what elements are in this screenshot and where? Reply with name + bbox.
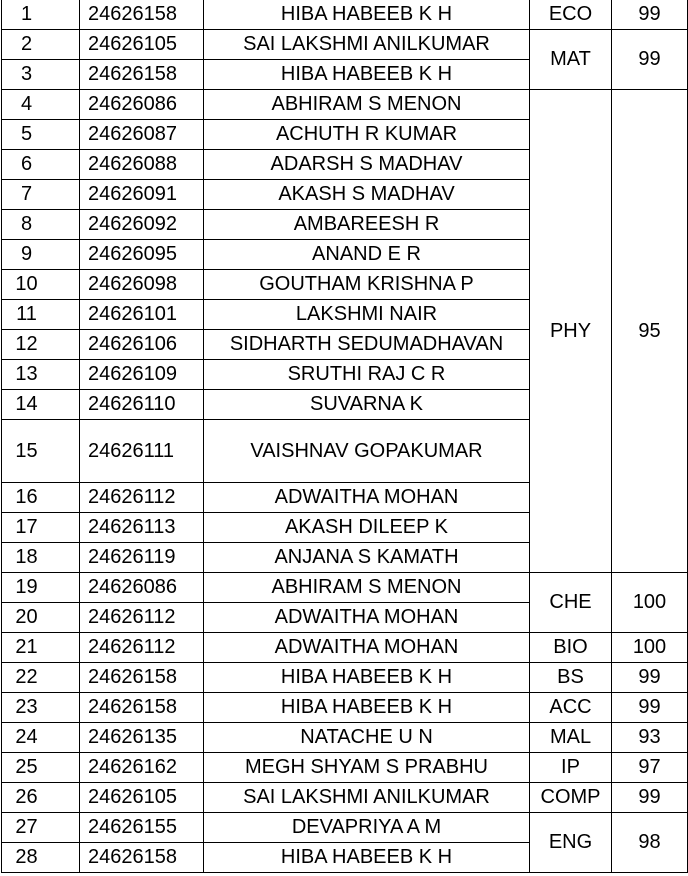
student-name-cell: AKASH DILEEP K bbox=[204, 512, 530, 542]
register-number-cell: 24626086 bbox=[80, 89, 204, 119]
student-name-cell: NATACHE U N bbox=[204, 722, 530, 752]
serial-number-cell: 22 bbox=[2, 662, 80, 692]
register-number-cell: 24626162 bbox=[80, 752, 204, 782]
subject-cell: BIO bbox=[530, 632, 612, 662]
table-row bbox=[2, 692, 688, 722]
table-row bbox=[2, 812, 688, 842]
score-cell: 95 bbox=[612, 89, 688, 572]
register-number-cell: 24626101 bbox=[80, 299, 204, 329]
register-number-cell: 24626110 bbox=[80, 389, 204, 419]
table-row bbox=[2, 89, 688, 119]
register-number-cell: 24626088 bbox=[80, 149, 204, 179]
table-row bbox=[2, 722, 688, 752]
score-cell: 99 bbox=[612, 29, 688, 89]
subject-cell: MAL bbox=[530, 722, 612, 752]
score-cell: 100 bbox=[612, 572, 688, 632]
score-cell: 99 bbox=[612, 692, 688, 722]
score-cell: 98 bbox=[612, 812, 688, 872]
serial-number-cell: 4 bbox=[2, 89, 80, 119]
serial-number-cell: 2 bbox=[2, 29, 80, 59]
score-cell: 99 bbox=[612, 662, 688, 692]
serial-number-cell: 25 bbox=[2, 752, 80, 782]
student-name-cell: AKASH S MADHAV bbox=[204, 179, 530, 209]
student-name-cell: HIBA HABEEB K H bbox=[204, 692, 530, 722]
student-name-cell: LAKSHMI NAIR bbox=[204, 299, 530, 329]
register-number-cell: 24626112 bbox=[80, 602, 204, 632]
student-name-cell: ACHUTH R KUMAR bbox=[204, 119, 530, 149]
student-name-cell: SAI LAKSHMI ANILKUMAR bbox=[204, 29, 530, 59]
table-row bbox=[2, 572, 688, 602]
register-number-cell: 24626155 bbox=[80, 812, 204, 842]
register-number-cell: 24626158 bbox=[80, 662, 204, 692]
student-name-cell: VAISHNAV GOPAKUMAR bbox=[204, 419, 530, 482]
serial-number-cell: 18 bbox=[2, 542, 80, 572]
student-name-cell: SIDHARTH SEDUMADHAVAN bbox=[204, 329, 530, 359]
student-name-cell: ANJANA S KAMATH bbox=[204, 542, 530, 572]
score-cell: 99 bbox=[612, 782, 688, 812]
student-name-cell: HIBA HABEEB K H bbox=[204, 842, 530, 872]
serial-number-cell: 12 bbox=[2, 329, 80, 359]
subject-cell: MAT bbox=[530, 29, 612, 89]
serial-number-cell: 7 bbox=[2, 179, 80, 209]
serial-number-cell: 6 bbox=[2, 149, 80, 179]
student-name-cell: SAI LAKSHMI ANILKUMAR bbox=[204, 782, 530, 812]
register-number-cell: 24626086 bbox=[80, 572, 204, 602]
subject-cell: ENG bbox=[530, 812, 612, 872]
register-number-cell: 24626111 bbox=[80, 419, 204, 482]
subject-cell: IP bbox=[530, 752, 612, 782]
subject-cell: BS bbox=[530, 662, 612, 692]
register-number-cell: 24626098 bbox=[80, 269, 204, 299]
subject-cell: COMP bbox=[530, 782, 612, 812]
register-number-cell: 24626158 bbox=[80, 842, 204, 872]
table-row bbox=[2, 752, 688, 782]
serial-number-cell: 1 bbox=[2, 0, 80, 29]
serial-number-cell: 8 bbox=[2, 209, 80, 239]
register-number-cell: 24626112 bbox=[80, 482, 204, 512]
subject-cell: PHY bbox=[530, 89, 612, 572]
serial-number-cell: 16 bbox=[2, 482, 80, 512]
serial-number-cell: 10 bbox=[2, 269, 80, 299]
student-name-cell: SUVARNA K bbox=[204, 389, 530, 419]
serial-number-cell: 19 bbox=[2, 572, 80, 602]
serial-number-cell: 3 bbox=[2, 59, 80, 89]
serial-number-cell: 28 bbox=[2, 842, 80, 872]
student-name-cell: ANAND E R bbox=[204, 239, 530, 269]
serial-number-cell: 9 bbox=[2, 239, 80, 269]
register-number-cell: 24626158 bbox=[80, 0, 204, 29]
table-row bbox=[2, 0, 688, 29]
student-name-cell: DEVAPRIYA A M bbox=[204, 812, 530, 842]
register-number-cell: 24626119 bbox=[80, 542, 204, 572]
register-number-cell: 24626112 bbox=[80, 632, 204, 662]
score-cell: 99 bbox=[612, 0, 688, 29]
student-name-cell: HIBA HABEEB K H bbox=[204, 662, 530, 692]
student-name-cell: ABHIRAM S MENON bbox=[204, 89, 530, 119]
serial-number-cell: 21 bbox=[2, 632, 80, 662]
serial-number-cell: 24 bbox=[2, 722, 80, 752]
serial-number-cell: 26 bbox=[2, 782, 80, 812]
toppers-table bbox=[1, 0, 688, 873]
student-name-cell: HIBA HABEEB K H bbox=[204, 0, 530, 29]
student-name-cell: ADWAITHA MOHAN bbox=[204, 482, 530, 512]
student-name-cell: ADWAITHA MOHAN bbox=[204, 602, 530, 632]
serial-number-cell: 5 bbox=[2, 119, 80, 149]
student-name-cell: AMBAREESH R bbox=[204, 209, 530, 239]
subject-cell: CHE bbox=[530, 572, 612, 632]
score-cell: 100 bbox=[612, 632, 688, 662]
serial-number-cell: 15 bbox=[2, 419, 80, 482]
serial-number-cell: 14 bbox=[2, 389, 80, 419]
student-name-cell: ADWAITHA MOHAN bbox=[204, 632, 530, 662]
serial-number-cell: 11 bbox=[2, 299, 80, 329]
table-row bbox=[2, 632, 688, 662]
register-number-cell: 24626105 bbox=[80, 782, 204, 812]
serial-number-cell: 17 bbox=[2, 512, 80, 542]
register-number-cell: 24626087 bbox=[80, 119, 204, 149]
student-name-cell: ADARSH S MADHAV bbox=[204, 149, 530, 179]
serial-number-cell: 23 bbox=[2, 692, 80, 722]
register-number-cell: 24626135 bbox=[80, 722, 204, 752]
student-name-cell: SRUTHI RAJ C R bbox=[204, 359, 530, 389]
serial-number-cell: 27 bbox=[2, 812, 80, 842]
student-name-cell: GOUTHAM KRISHNA P bbox=[204, 269, 530, 299]
serial-number-cell: 13 bbox=[2, 359, 80, 389]
register-number-cell: 24626106 bbox=[80, 329, 204, 359]
score-cell: 97 bbox=[612, 752, 688, 782]
table-row bbox=[2, 782, 688, 812]
subject-cell: ACC bbox=[530, 692, 612, 722]
register-number-cell: 24626109 bbox=[80, 359, 204, 389]
table-row bbox=[2, 29, 688, 59]
table-row bbox=[2, 662, 688, 692]
student-name-cell: ABHIRAM S MENON bbox=[204, 572, 530, 602]
register-number-cell: 24626158 bbox=[80, 692, 204, 722]
register-number-cell: 24626092 bbox=[80, 209, 204, 239]
score-cell: 93 bbox=[612, 722, 688, 752]
register-number-cell: 24626105 bbox=[80, 29, 204, 59]
register-number-cell: 24626158 bbox=[80, 59, 204, 89]
serial-number-cell: 20 bbox=[2, 602, 80, 632]
register-number-cell: 24626091 bbox=[80, 179, 204, 209]
register-number-cell: 24626113 bbox=[80, 512, 204, 542]
subject-cell: ECO bbox=[530, 0, 612, 29]
student-name-cell: HIBA HABEEB K H bbox=[204, 59, 530, 89]
register-number-cell: 24626095 bbox=[80, 239, 204, 269]
student-name-cell: MEGH SHYAM S PRABHU bbox=[204, 752, 530, 782]
